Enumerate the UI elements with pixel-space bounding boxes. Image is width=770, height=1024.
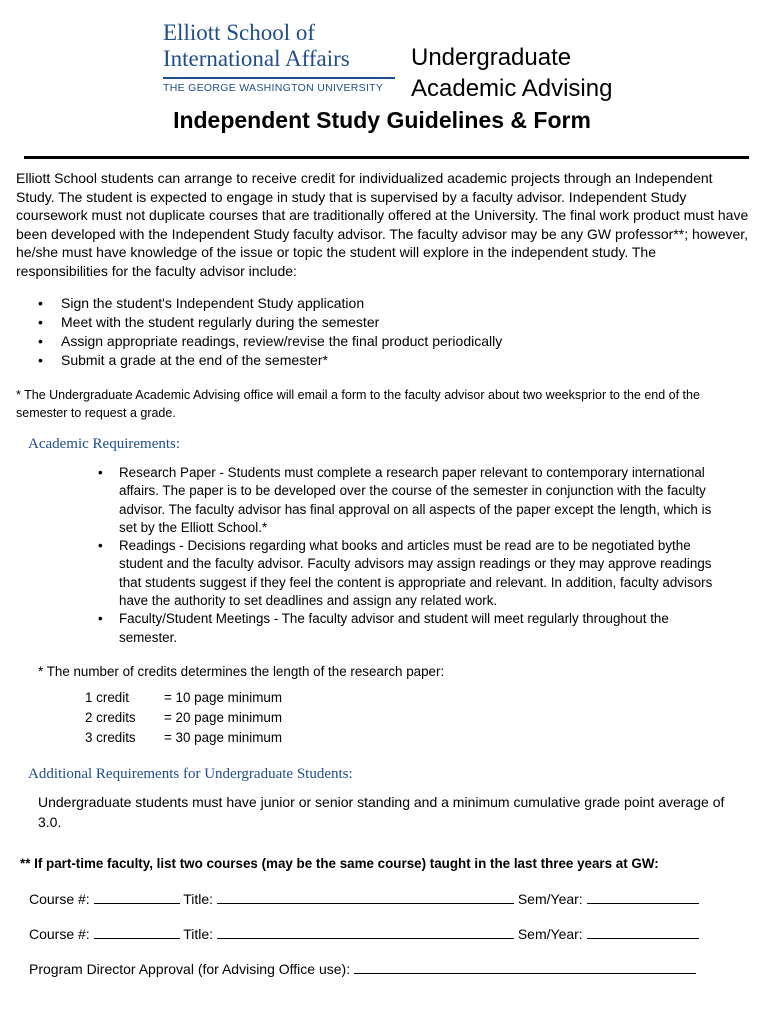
approval-label: Program Director Approval (for Advising Office use): xyxy=(29,961,351,977)
logo-university: THE GEORGE WASHINGTON UNIVERSITY xyxy=(163,82,384,94)
credits-cell: 2 credits xyxy=(85,710,136,725)
office-name xyxy=(411,42,612,104)
course-row-2 xyxy=(29,925,699,942)
grade-footnote: * The Undergraduate Academic Advising office will email a form to the faculty advisor about two weeksprior to the end of the semester to request a grade. xyxy=(16,388,700,420)
list-item: • Research Paper - Students must complete a research paper relevant to contemporary international affairs. The paper is to be developed over the course of the semester in conjunction with the faculty advisor. The faculty advisor has final approval on all aspects of the paper except the length, which is set by the Elliott School.* xyxy=(98,464,722,537)
course-number-field-1[interactable] xyxy=(94,890,180,904)
logo-divider xyxy=(163,77,395,79)
course-label: Course #: xyxy=(29,926,90,942)
course-label: Course #: xyxy=(29,891,90,907)
table-row xyxy=(85,708,282,728)
credits-cell: 1 credit xyxy=(85,690,129,705)
table-row xyxy=(85,728,282,748)
list-item: • Readings - Decisions regarding what books and articles must be read are to be negotiated bythe student and the faculty advisor. Faculty advisors may assign readings or they may approve readings that students suggest if they feel the content is appropriate and relevant. In addition, faculty advisors have the authority to set deadlines and assign any related work. xyxy=(98,537,722,610)
list-item: • Submit a grade at the end of the semester* xyxy=(38,351,502,370)
sem-year-field-1[interactable] xyxy=(587,890,699,904)
pages-cell: = 20 page minimum xyxy=(164,710,282,725)
course-title-field-2[interactable] xyxy=(217,925,514,939)
sem-year-label: Sem/Year: xyxy=(517,891,583,907)
approval-row xyxy=(29,960,696,977)
list-item: • Assign appropriate readings, review/revise the final product periodically xyxy=(38,332,502,351)
table-row xyxy=(85,688,282,708)
academic-requirements-heading: Academic Requirements: xyxy=(28,436,181,452)
course-row-1 xyxy=(29,890,699,907)
page-title: Independent Study Guidelines & Form xyxy=(173,107,591,133)
advisor-responsibilities xyxy=(38,294,502,370)
list-item: • Meet with the student regularly during the semester xyxy=(38,313,502,332)
list-item: • Sign the student's Independent Study application xyxy=(38,294,502,313)
additional-requirements-heading: Additional Requirements for Undergraduate Students: xyxy=(28,766,353,782)
intro-paragraph: Elliott School students can arrange to receive credit for individualized academic projects through an Independent Study. The student is expected to engage in study that is supervised by a faculty advisor. Independent Study coursework must not duplicate courses that are traditionally offered at the University. The final work product must have been developed with the Independent Study faculty advisor. The faculty advisor may be any GW professor**; however, he/she must have knowledge of the issue or topic the student will explore in the independent study. The responsibilities for the faculty advisor include: xyxy=(16,170,749,279)
credits-table xyxy=(85,688,282,748)
sem-year-label: Sem/Year: xyxy=(517,926,583,942)
title-rule xyxy=(24,156,749,159)
list-item: • Faculty/Student Meetings - The faculty advisor and student will meet regularly throughout the semester. xyxy=(98,610,722,647)
title-label: Title: xyxy=(183,891,214,907)
course-number-field-2[interactable] xyxy=(94,925,180,939)
credits-cell: 3 credits xyxy=(85,730,136,745)
academic-requirements-list xyxy=(98,464,722,647)
office-line-1: Undergraduate xyxy=(411,44,572,71)
course-title-field-1[interactable] xyxy=(217,890,514,904)
pages-cell: = 10 page minimum xyxy=(164,690,282,705)
pages-cell: = 30 page minimum xyxy=(164,730,282,745)
additional-requirements-text: Undergraduate students must have junior or senior standing and a minimum cumulative grade point average of 3.0. xyxy=(38,794,725,830)
approval-signature-field[interactable] xyxy=(354,960,696,974)
sem-year-field-2[interactable] xyxy=(587,925,699,939)
parttime-faculty-note: ** If part-time faculty, list two courses (may be the same course) taught in the last three years at GW: xyxy=(20,856,659,871)
office-line-2: Academic Advising xyxy=(411,75,613,102)
logo-school-name: Elliott School of xyxy=(163,20,316,45)
logo-school-name-2: International Affairs xyxy=(163,46,350,71)
credits-note: * The number of credits determines the length of the research paper: xyxy=(38,664,445,679)
title-label: Title: xyxy=(183,926,214,942)
